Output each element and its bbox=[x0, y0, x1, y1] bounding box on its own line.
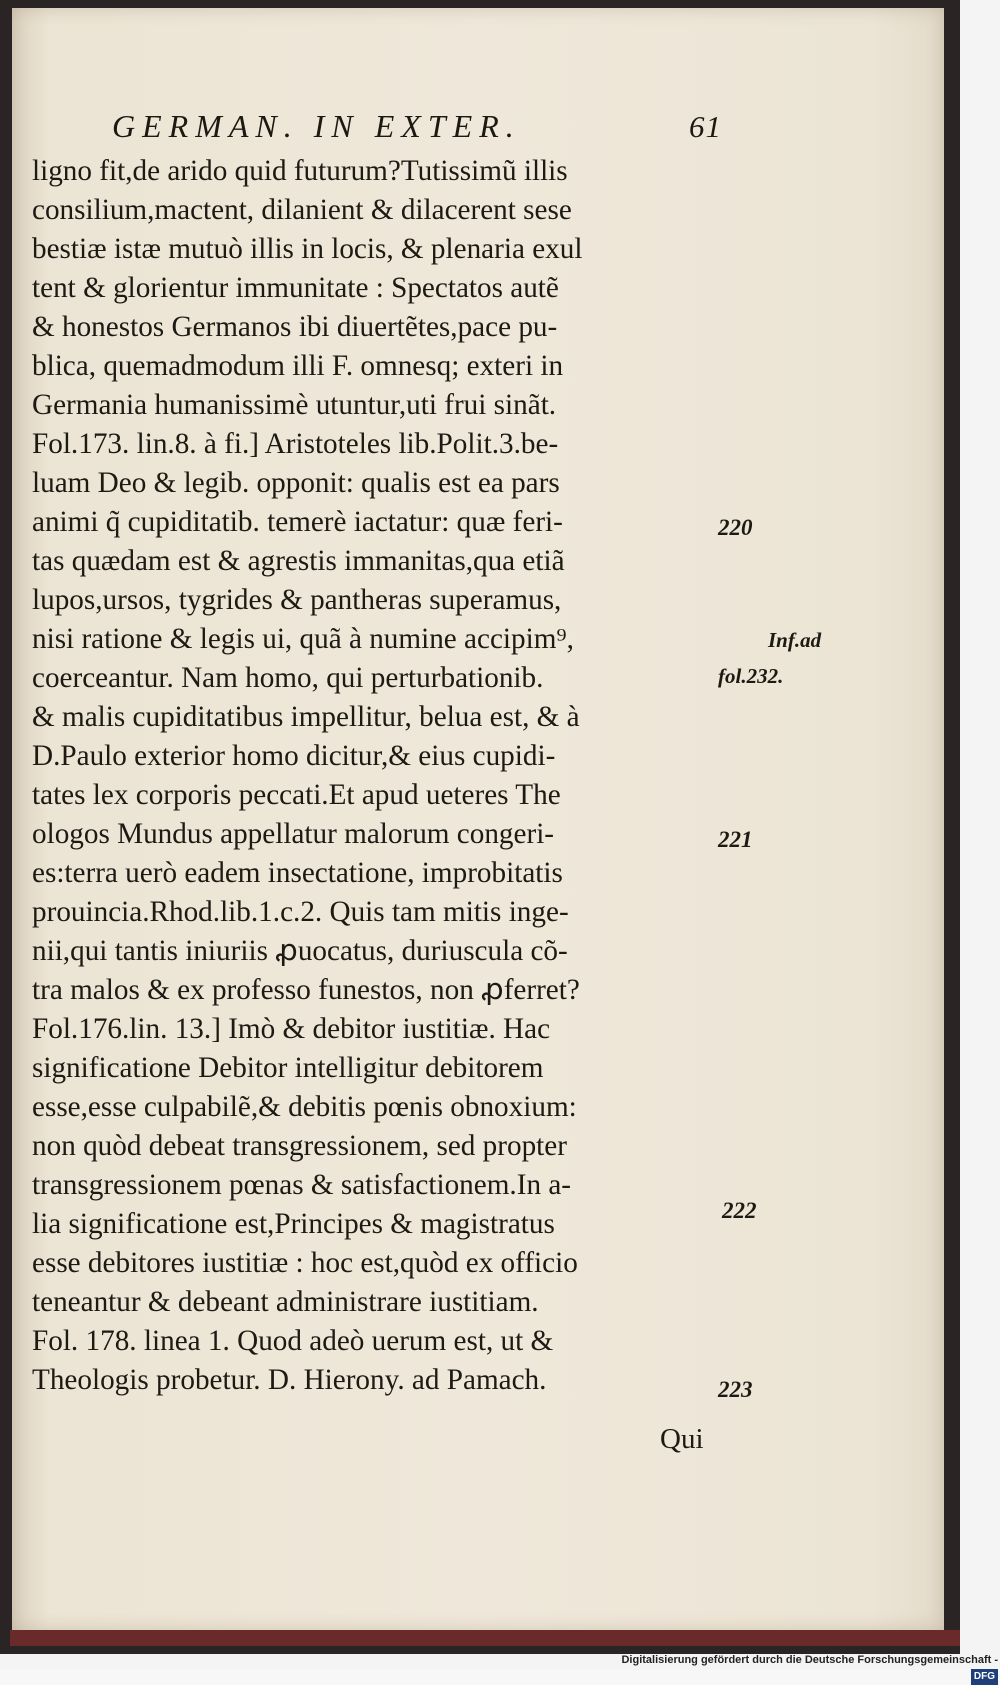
text-line: esse,esse culpabilẽ,& debitis pœnis obnoxium: bbox=[32, 1091, 577, 1123]
text-line: luam Deo & legib. opponit: qualis est ea pars bbox=[32, 467, 560, 499]
text-line: consilium,mactent, dilanient & dilacerent sese bbox=[32, 194, 572, 226]
text-line: animi q̃ cupiditatib. temerè iactatur: quæ feri- bbox=[32, 506, 563, 538]
text-line: blica, quemadmodum illi F. omnesq; exteri in bbox=[32, 350, 564, 382]
credit-text: Digitalisierung gefördert durch die Deutsche Forschungsgemeinschaft - bbox=[621, 1654, 998, 1666]
text-line: nii,qui tantis iniuriis ꝓuocatus, duriuscula cõ- bbox=[32, 935, 568, 967]
text-line: Fol. 178. linea 1. Quod adeò uerum est, ut & bbox=[32, 1325, 554, 1357]
text-line: es:terra uerò eadem insectatione, improbitatis bbox=[32, 857, 563, 889]
margin-note-223: 223 bbox=[718, 1377, 753, 1402]
text-line: Theologis probetur. D. Hierony. ad Pamach. bbox=[32, 1364, 547, 1396]
text-line: Fol.173. lin.8. à fi.] Aristoteles lib.Polit.3.be- bbox=[32, 428, 559, 460]
text-line: & honestos Germanos ibi diuertẽtes,pace pu- bbox=[32, 311, 558, 343]
margin-note-220: 220 bbox=[718, 515, 753, 540]
text-line: Germania humanissimè utuntur,uti frui sinãt. bbox=[32, 389, 557, 421]
text-line: ologos Mundus appellatur malorum congeri- bbox=[32, 818, 555, 850]
book-bottom-edge bbox=[10, 1630, 960, 1646]
text-line: Fol.176.lin. 13.] Imò & debitor iustitiæ. Hac bbox=[32, 1013, 551, 1045]
text-line: non quòd debeat transgressionem, sed propter bbox=[32, 1130, 567, 1162]
text-line: significatione Debitor intelligitur debitorem bbox=[32, 1052, 544, 1084]
text-line: nisi ratione & legis ui, quã à numine accipim⁹, bbox=[32, 623, 574, 655]
text-line: lia significatione est,Principes & magistratus bbox=[32, 1208, 555, 1240]
digitization-credit bbox=[600, 1652, 998, 1682]
text-line: & malis cupiditatibus impellitur, belua est, & à bbox=[32, 701, 580, 733]
text-line: bestiæ istæ mutuò illis in locis, & plenaria exul bbox=[32, 233, 583, 265]
margin-note-221: 221 bbox=[718, 827, 753, 852]
running-title: GERMAN. IN EXTER. bbox=[112, 108, 521, 144]
running-header bbox=[112, 108, 722, 148]
catchword: Qui bbox=[660, 1423, 704, 1455]
margin-note-fol-232: fol.232. bbox=[718, 664, 784, 688]
text-line: prouincia.Rhod.lib.1.c.2. Quis tam mitis inge- bbox=[32, 896, 569, 928]
text-line: ligno fit,de arido quid futurum?Tutissimũ illis bbox=[32, 155, 568, 187]
text-line: transgressionem pœnas & satisfactionem.In a- bbox=[32, 1169, 572, 1201]
body-text bbox=[32, 152, 712, 1400]
text-line: coerceantur. Nam homo, qui perturbationib. bbox=[32, 662, 544, 694]
text-line: tent & glorientur immunitate : Spectatos autẽ bbox=[32, 272, 559, 304]
text-line: tra malos & ex professo funestos, non ꝓferret? bbox=[32, 974, 580, 1006]
folio-number: 61 bbox=[689, 109, 722, 144]
margin-note-inf-ad: Inf.ad bbox=[768, 628, 822, 652]
dfg-logo: DFG bbox=[971, 1669, 998, 1685]
text-line: teneantur & debeant administrare iustitiam. bbox=[32, 1286, 539, 1318]
text-line: esse debitores iustitiæ : hoc est,quòd ex officio bbox=[32, 1247, 578, 1279]
text-line: lupos,ursos, tygrides & pantheras superamus, bbox=[32, 584, 562, 616]
margin-note-222: 222 bbox=[722, 1198, 757, 1223]
text-line: D.Paulo exterior homo dicitur,& eius cupidi- bbox=[32, 740, 556, 772]
text-line: tas quædam est & agrestis immanitas,qua etiã bbox=[32, 545, 565, 577]
text-line: tates lex corporis peccati.Et apud ueteres The bbox=[32, 779, 561, 811]
